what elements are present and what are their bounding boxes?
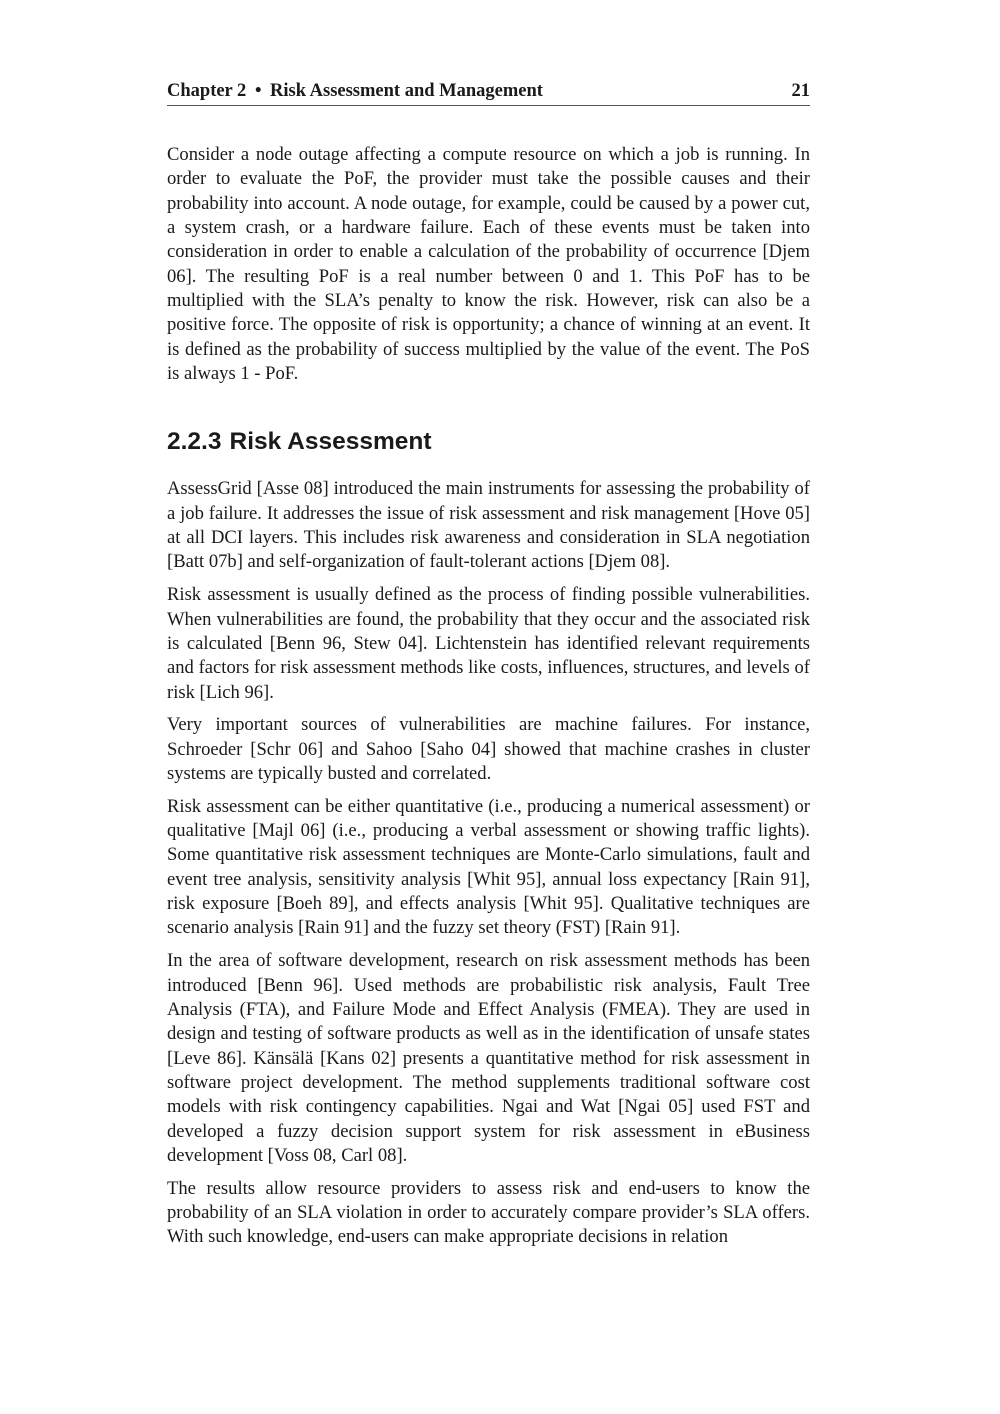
section-heading — [167, 427, 810, 457]
page-number: 21 — [791, 81, 810, 101]
section-number: 2.2.3 — [167, 428, 222, 456]
running-head-title-group — [167, 78, 543, 104]
book-page — [167, 78, 810, 1250]
paragraph-vulnerabilities: Very important sources of vulnerabilities are machine failures. For instance, Schroeder [Schr 06] and Sahoo [Saho 04] showed that machine crashes in cluster systems are typically busted and correlated. — [167, 714, 810, 784]
section-title: Risk Assessment — [229, 428, 432, 456]
chapter-label: Chapter 2 — [167, 81, 247, 101]
running-head — [167, 78, 810, 106]
paragraph-quantitative-qualitative: Risk assessment can be either quantitative (i.e., producing a numerical assessment) or qualitative [Majl 06] (i.e., producing a verbal assessment or showing traffic lights). Some quantitative risk assessment techniques are Monte-Carlo simulations, fault and event tree analysis, sensitivity analysis [Whit 95], annual loss expectancy [Rain 91], risk exposure [Boeh 89], and effects analysis [Whit 95]. Qualitative techniques are scenario analysis [Rain 91] and the fuzzy set theory (FST) [Rain 91]. — [167, 795, 810, 939]
paragraph-definition: Risk assessment is usually defined as the process of finding possible vulnerabilities. When vulnerabilities are found, the probability that they occur and the associated risk is calculated [Benn 96, Stew 04]. Lichtenstein has identified relevant requirements and factors for risk assessment methods like costs, influences, structures, and levels of risk [Lich 96]. — [167, 584, 810, 703]
intro-paragraph: Consider a node outage affecting a compute resource on which a job is running. In order to evaluate the PoF, the provider must take the possible causes and their probability into account. A node outage, for example, could be caused by a power cut, a system crash, or a hardware failure. Each of these events must be taken into consideration in order to enable a calculation of the probability of occurrence [Djem 06]. The resulting PoF is a real number between 0 and 1. This PoF has to be multiplied with the SLA’s penalty to know the risk. However, risk can also be a positive force. The opposite of risk is opportunity; a chance of winning at an event. It is defined as the probability of success multiplied by the value of the event. The PoS is always 1 - PoF. — [167, 144, 810, 385]
section-body — [167, 477, 810, 1249]
paragraph-results: The results allow resource providers to assess risk and end-users to know the probability of an SLA violation in order to accurately compare provider’s SLA offers. With such knowledge, end-users can make appropriate decisions in relation — [167, 1177, 810, 1248]
paragraph-assessgrid: AssessGrid [Asse 08] introduced the main instruments for assessing the probability of a job failure. It addresses the issue of risk assessment and risk management [Hove 05] at all DCI layers. This includes risk awareness and consideration in SLA negotiation [Batt 07b] and self-organization of fault-tolerant actions [Djem 08]. — [167, 478, 810, 573]
paragraph-software-development: In the area of software development, research on risk assessment methods has been introduced [Benn 96]. Used methods are probabilistic risk analysis, Fault Tree Analysis (FTA), and Failure Mode and Effect Analysis (FMEA). They are used in design and testing of software products as well as in the identification of unsafe states [Leve 86]. Känsälä [Kans 02] presents a quantitative method for risk assessment in software project development. The method supplements traditional software cost models with risk contingency capabilities. Ngai and Wat [Ngai 05] used FST and developed a fuzzy decision support system for risk assessment in eBusiness development [Voss 08, Carl 08]. — [167, 950, 810, 1166]
chapter-title: Risk Assessment and Management — [270, 81, 543, 101]
bullet-separator: • — [254, 81, 262, 101]
